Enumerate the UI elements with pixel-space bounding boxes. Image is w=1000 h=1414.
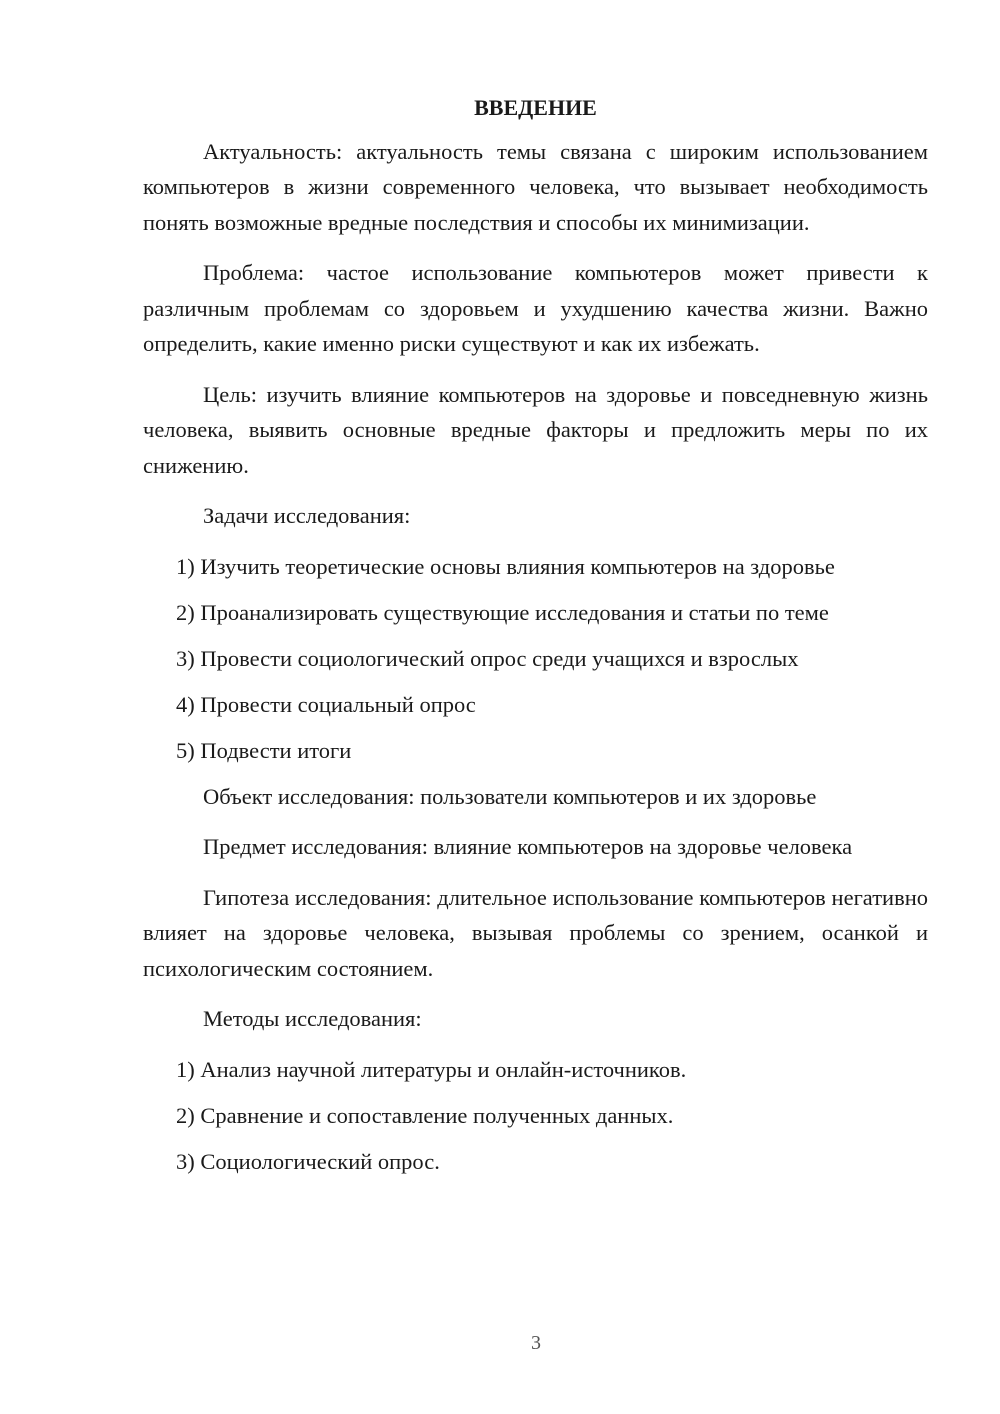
task-item: 4) Провести социальный опрос [176, 691, 476, 717]
page-title: ВВЕДЕНИЕ [474, 95, 597, 120]
hypothesis-paragraph: Гипотеза исследования: длительное использование компьютеров негативно влияет на здоровье человека, вызывая проблемы со зрением, осанкой и психологическим состоянием. [143, 884, 928, 981]
task-item: 2) Проанализировать существующие исследования и статьи по теме [176, 599, 829, 625]
method-item: 1) Анализ научной литературы и онлайн-источников. [176, 1056, 687, 1082]
document-page [143, 90, 928, 1190]
page-number: 3 [531, 1332, 541, 1354]
relevance-paragraph: Актуальность: актуальность темы связана с широким использованием компьютеров в жизни современного человека, что вызывает необходимость понять возможные вредные последствия и способы их минимизации. [143, 138, 928, 235]
subject-paragraph: Предмет исследования: влияние компьютеров на здоровье человека [203, 834, 853, 859]
task-item: 1) Изучить теоретические основы влияния компьютеров на здоровье [176, 553, 835, 579]
methods-label: Методы исследования: [203, 1006, 422, 1031]
tasks-list [143, 549, 928, 769]
tasks-label: Задачи исследования: [203, 503, 411, 528]
method-item: 2) Сравнение и сопоставление полученных данных. [176, 1102, 674, 1128]
methods-list [143, 1052, 928, 1180]
task-item: 5) Подвести итоги [176, 737, 352, 763]
object-paragraph: Объект исследования: пользователи компьютеров и их здоровье [203, 783, 817, 809]
task-item: 3) Провести социологический опрос среди учащихся и взрослых [176, 645, 799, 671]
problem-paragraph: Проблема: частое использование компьютеров может привести к различным проблемам со здоровьем и ухудшению качества жизни. Важно определить, какие именно риски существуют и как их избежать. [143, 260, 928, 356]
goal-paragraph: Цель: изучить влияние компьютеров на здоровье и повседневную жизнь человека, выявить основные вредные факторы и предложить меры по их снижению. [143, 381, 928, 478]
method-item: 3) Социологический опрос. [176, 1148, 440, 1174]
